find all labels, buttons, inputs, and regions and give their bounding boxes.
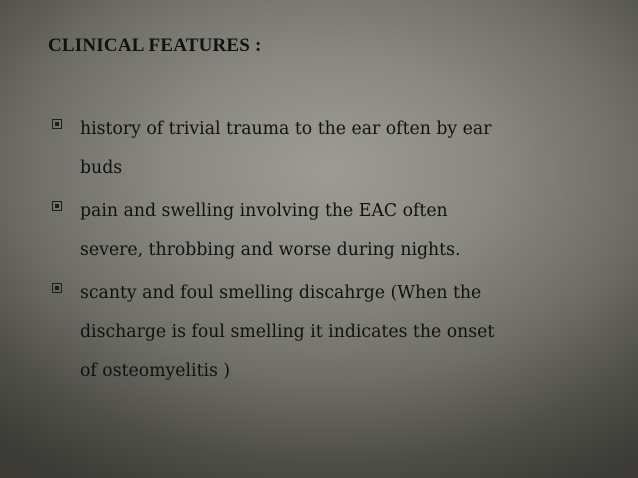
bullet-list	[48, 110, 608, 395]
bullet-line: pain and swelling involving the EAC often	[80, 201, 448, 221]
bullet-text	[80, 110, 608, 188]
bullet-text	[80, 192, 608, 270]
bullet-line: of osteomyelitis )	[80, 361, 231, 381]
bullet-line: severe, throbbing and worse during nights.	[80, 240, 461, 260]
bullet-text	[80, 274, 608, 391]
bullet-line: scanty and foul smelling discahrge (When the	[80, 283, 482, 303]
bullet-item	[48, 192, 608, 270]
bullet-item	[48, 110, 608, 188]
bullet-line: buds	[80, 158, 123, 178]
square-bullet-icon	[52, 283, 62, 293]
bullet-line: discharge is foul smelling it indicates the onset	[80, 322, 495, 342]
square-bullet-icon	[52, 119, 62, 129]
bullet-item	[48, 274, 608, 391]
square-bullet-icon	[52, 201, 62, 211]
slide-title: CLINICAL FEATURES :	[48, 35, 262, 56]
bullet-line: history of trivial trauma to the ear often by ear	[80, 119, 492, 139]
